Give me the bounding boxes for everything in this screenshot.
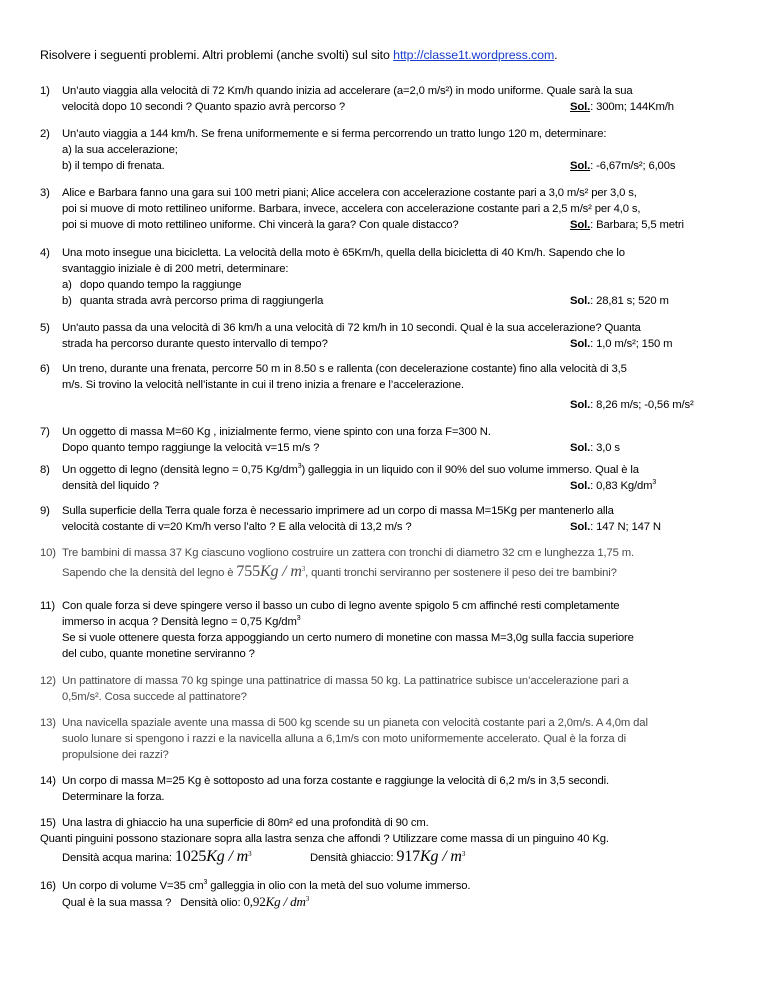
- problem-number: 11): [40, 600, 56, 612]
- superscript: 3: [296, 615, 301, 622]
- problem-text: poi si muove di moto rettilineo uniforme. Chi vincerà la gara? Con quale distacco?: [62, 219, 459, 231]
- problem-number: 15): [40, 817, 56, 829]
- solution-value: : 300m; 144Km/h: [590, 101, 674, 113]
- problem-16: [40, 878, 740, 910]
- solution-value: : 147 N; 147 N: [590, 521, 661, 533]
- density-formula: $755Kg / m^3$: [236, 563, 306, 580]
- problem-text: Dopo quanto tempo raggiunge la velocità v=15 m/s ?: [62, 442, 320, 454]
- sub-item-a: [62, 277, 740, 293]
- solution: [570, 440, 620, 456]
- problem-text: immerso in acqua ? Densità legno = 0,75 Kg/dm: [62, 616, 297, 628]
- solution-label: Sol.: [570, 399, 591, 411]
- problem-text: Un treno, durante una frenata, percorre 50 m in 8.50 s e rallenta (con decelerazione costante) fino alla velocità di 3,5: [62, 363, 627, 375]
- problem-text: velocità costante di v=20 Km/h verso l’alto ? E alla velocità di 13,2 m/s ?: [62, 521, 412, 533]
- problem-text: Un’auto viaggia alla velocità di 72 Km/h quando inizia ad accelerare (a=2,0 m/s²) in modo uniforme. Quale sarà la sua: [62, 85, 633, 97]
- problem-text: del cubo, quante monetine serviranno ?: [62, 648, 255, 660]
- problem-text: Sapendo che la densità del legno è: [62, 567, 237, 579]
- problem-number: 7): [40, 426, 50, 438]
- problem-number: 5): [40, 322, 50, 334]
- solution-label: Sol.: [570, 160, 591, 172]
- problem-text: m/s. Si trovino la velocità nell’istante in cui il treno inizia a frenare e l’accelerazione.: [62, 379, 464, 391]
- problem-text: suolo lunare si spengono i razzi e la navicella alluna a 6,1m/s con moto uniformemente accelerato. Qual è la forza di: [62, 733, 626, 745]
- sub-item-label: b): [62, 295, 72, 307]
- problem-text: Sulla superficie della Terra quale forza è necessario imprimere ad un corpo di massa M=15Kg per mantenerlo alla: [62, 505, 614, 517]
- problem-10: [40, 545, 740, 584]
- problem-11: [40, 598, 740, 662]
- intro-line: [40, 48, 558, 62]
- superscript: 3: [297, 463, 302, 470]
- ice-density-group: [310, 849, 465, 866]
- ice-density: $917Kg / m^3$: [396, 848, 466, 865]
- solution-value: : 0,83 Kg/dm: [590, 480, 653, 492]
- intro-period: .: [554, 48, 558, 62]
- problem-text: velocità dopo 10 secondi ? Quanto spazio avrà percorso ?: [62, 101, 345, 113]
- solution-value: : 28,81 s; 520 m: [590, 295, 669, 307]
- problem-2: [40, 126, 740, 174]
- problem-text: Un'auto passa da una velocità di 36 km/h a una velocità di 72 km/h in 10 secondi. Qual è la sua accelerazione? Quanta: [62, 322, 641, 334]
- sub-item-text: quanta strada avrà percorso prima di raggiungerla: [80, 295, 324, 307]
- sub-item-label: a): [62, 279, 72, 291]
- problem-text: strada ha percorso durante questo intervallo di tempo?: [62, 338, 328, 350]
- seawater-density: $1025Kg / m^3$: [174, 848, 252, 865]
- problem-text: densità del liquido ?: [62, 480, 159, 492]
- problem-number: 8): [40, 464, 50, 476]
- problem-number: 6): [40, 363, 50, 375]
- problem-text: galleggia in olio con la metà del suo volume immerso.: [207, 880, 471, 892]
- solution: [570, 336, 672, 352]
- problem-number: 16): [40, 880, 56, 892]
- solution-label: Sol.: [570, 338, 591, 350]
- solution-label: Sol.: [570, 442, 591, 454]
- solution-value: : Barbara; 5,5 metri: [590, 219, 684, 231]
- sub-item-text: dopo quando tempo la raggiunge: [80, 279, 242, 291]
- problem-text: Alice e Barbara fanno una gara sui 100 metri piani; Alice accelera con accelerazione costante pari a 3,0 m/s² per 3,0 s,: [62, 187, 637, 199]
- solution-label: Sol.: [570, 295, 591, 307]
- superscript: 3: [652, 479, 657, 486]
- problem-number: 9): [40, 505, 50, 517]
- problem-text: Con quale forza si deve spingere verso il basso un cubo di legno avente spigolo 5 cm affinché resti completamente: [62, 600, 620, 612]
- problem-number: 10): [40, 547, 56, 559]
- problem-text: Qual è la sua massa ? Densità olio:: [62, 897, 244, 909]
- problem-text: Un oggetto di legno (densità legno = 0,75 Kg/dm: [62, 464, 298, 476]
- problem-12: [40, 673, 740, 705]
- problem-8: [40, 462, 740, 494]
- problem-text: Quanti pinguini possono stazionare sopra alla lastra senza che affondi ? Utilizzare come massa di un pinguino 40 Kg.: [40, 833, 609, 845]
- solution: [570, 158, 675, 174]
- problem-text: Se si vuole ottenere questa forza appoggiando un certo numero di monetine con massa M=3,0g sulla faccia superiore: [62, 632, 634, 644]
- problem-text: Un oggetto di massa M=60 Kg , inizialmente fermo, viene spinto con una forza F=300 N.: [62, 426, 491, 438]
- solution: [570, 99, 674, 115]
- solution-label: Sol.: [570, 521, 591, 533]
- solution-value: : -6,67m/s²; 6,00s: [590, 160, 676, 172]
- problem-number: 13): [40, 717, 56, 729]
- intro-text: Risolvere i seguenti problemi. Altri problemi (anche svolti) sul sito: [40, 48, 394, 62]
- density-label: Densità ghiaccio:: [310, 852, 397, 864]
- problem-text: Tre bambini di massa 37 Kg ciascuno vogliono costruire un zattera con tronchi di diametro 32 cm e lunghezza 1,75 m.: [62, 547, 634, 559]
- problem-text: 0,5m/s². Cosa succede al pattinatore?: [62, 691, 247, 703]
- problem-text: b) il tempo di frenata.: [62, 160, 165, 172]
- problem-text: Una lastra di ghiaccio ha una superficie di 80m² ed una profondità di 90 cm.: [62, 817, 429, 829]
- problem-number: 2): [40, 128, 50, 140]
- solution-label: Sol.: [570, 219, 591, 231]
- solution: [570, 293, 669, 309]
- solution: [570, 519, 661, 535]
- solution-label: Sol.: [570, 480, 591, 492]
- oil-density: $0,92Kg / dm^3$: [243, 894, 310, 909]
- solution-value: : 3,0 s: [590, 442, 620, 454]
- solution: [570, 397, 694, 413]
- problem-1: [40, 83, 740, 115]
- problem-number: 14): [40, 775, 56, 787]
- problem-text: Un corpo di volume V=35 cm: [62, 880, 204, 892]
- density-label: Densità acqua marina:: [62, 852, 175, 864]
- problem-number: 1): [40, 85, 50, 97]
- problem-text: , quanti tronchi serviranno per sostenere il peso dei tre bambini?: [305, 567, 617, 579]
- solution-value: : 1,0 m/s²; 150 m: [590, 338, 673, 350]
- solution-label: Sol.: [570, 101, 591, 113]
- problem-7: [40, 424, 740, 456]
- problem-text: Determinare la forza.: [62, 791, 165, 803]
- sub-item-b: [62, 293, 740, 309]
- problem-text: Un’auto viaggia a 144 km/h. Se frena uniformemente e si ferma percorrendo un tratto lungo 120 m, determinare:: [62, 128, 607, 140]
- problem-3: [40, 185, 740, 233]
- problem-text: ) galleggia in un liquido con il 90% del suo volume immerso. Qual è la: [301, 464, 639, 476]
- problem-number: 4): [40, 247, 50, 259]
- problem-text: propulsione dei razzi?: [62, 749, 169, 761]
- problem-text: Un corpo di massa M=25 Kg è sottoposto ad una forza costante e raggiunge la velocità di 6,2 m/s in 3,5 secondi.: [62, 775, 609, 787]
- superscript: 3: [203, 879, 208, 886]
- problem-number: 3): [40, 187, 50, 199]
- solution: [570, 217, 684, 233]
- problem-text: a) la sua accelerazione;: [62, 144, 178, 156]
- density-row: [62, 849, 740, 871]
- problem-text: Una navicella spaziale avente una massa di 500 kg scende su un pianeta con velocità costante pari a 2,0m/s. A 4,0m dal: [62, 717, 648, 729]
- problem-text: Una moto insegue una bicicletta. La velocità della moto è 65Km/h, quella della bicicletta di 40 Km/h. Sapendo che lo: [62, 247, 625, 259]
- problem-5: [40, 320, 740, 352]
- problem-text: svantaggio iniziale è di 200 metri, determinare:: [62, 263, 289, 275]
- problem-13: [40, 715, 740, 763]
- problem-6: [40, 361, 740, 413]
- solution-value: : 8,26 m/s; -0,56 m/s²: [590, 399, 694, 411]
- problem-14: [40, 773, 740, 805]
- problem-text: Un pattinatore di massa 70 kg spinge una pattinatrice di massa 50 kg. La pattinatrice subisce un’accelerazione pari a: [62, 675, 629, 687]
- problem-9: [40, 503, 740, 535]
- website-link[interactable]: http://classe1t.wordpress.com: [393, 48, 555, 62]
- problem-4: [40, 245, 740, 309]
- problem-15: [40, 815, 740, 871]
- problem-number: 12): [40, 675, 56, 687]
- solution: [570, 478, 656, 494]
- problem-text: poi si muove di moto rettilineo uniforme. Barbara, invece, accelera con accelerazione costante pari a 2,5 m/s² per 4,0 s,: [62, 203, 641, 215]
